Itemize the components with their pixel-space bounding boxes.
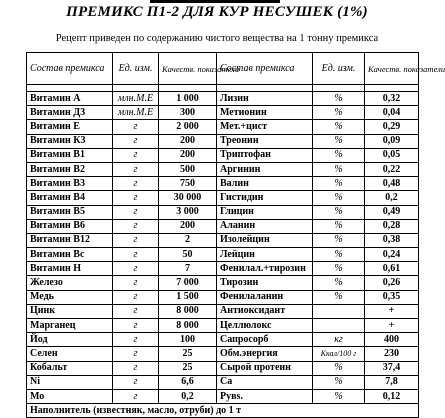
indicator-name: Фенилал.+тирозин	[217, 262, 313, 276]
indicator-unit: %	[313, 290, 365, 304]
footer-row	[27, 404, 419, 418]
ingredient-amount: 8 000	[159, 319, 217, 333]
ingredient-unit: г	[113, 134, 159, 148]
indicator-value: 400	[365, 333, 419, 347]
table-row	[27, 134, 419, 148]
indicator-name: Са	[217, 375, 313, 389]
ingredient-unit: г	[113, 276, 159, 290]
table-row	[27, 205, 419, 219]
indicator-value: +	[365, 304, 419, 318]
ingredient-amount: 200	[159, 219, 217, 233]
indicator-name: Гистидин	[217, 191, 313, 205]
ingredient-amount: 8 000	[159, 304, 217, 318]
ingredient-name: Витамин В2	[27, 162, 113, 176]
ingredient-amount: 7	[159, 262, 217, 276]
indicator-name: Тирозин	[217, 276, 313, 290]
ingredient-name: Витамин Н	[27, 262, 113, 276]
indicator-unit: %	[313, 361, 365, 375]
table-row	[27, 304, 419, 318]
indicator-name: Метионин	[217, 106, 313, 120]
ingredient-unit: г	[113, 205, 159, 219]
header-unit-left: Ед. изм.	[113, 53, 159, 85]
ingredient-name: Витамин В1	[27, 148, 113, 162]
indicator-value: 0,38	[365, 233, 419, 247]
spacer-row	[27, 85, 419, 92]
indicator-name: Мет.+цист	[217, 120, 313, 134]
ingredient-amount: 25	[159, 347, 217, 361]
table-row	[27, 262, 419, 276]
ingredient-name: Витамин В12	[27, 233, 113, 247]
table-row	[27, 191, 419, 205]
ingredient-amount: 1 500	[159, 290, 217, 304]
table-row	[27, 233, 419, 247]
indicator-unit	[313, 304, 365, 318]
indicator-unit: %	[313, 120, 365, 134]
indicator-unit: %	[313, 148, 365, 162]
ingredient-name: Ni	[27, 375, 113, 389]
indicator-unit: %	[313, 162, 365, 176]
ingredient-name: Цинк	[27, 304, 113, 318]
ingredient-name: Селен	[27, 347, 113, 361]
indicator-value: 0,49	[365, 205, 419, 219]
table-row	[27, 92, 419, 106]
indicator-name: Триптофан	[217, 148, 313, 162]
indicator-value: 0,2	[365, 191, 419, 205]
indicator-value: 0,32	[365, 92, 419, 106]
ingredient-amount: 100	[159, 333, 217, 347]
indicator-unit: %	[313, 191, 365, 205]
header-unit-right: Ед. изм.	[313, 53, 365, 85]
indicator-name: Сапросорб	[217, 333, 313, 347]
spacer-cell	[217, 85, 313, 92]
ingredient-amount: 1 000	[159, 92, 217, 106]
indicator-unit: кг	[313, 333, 365, 347]
indicator-name: Рувs.	[217, 389, 313, 403]
ingredient-amount: 200	[159, 134, 217, 148]
filler-note: Наполнитель (известняк, масло, отруби) до 1 т	[27, 404, 419, 418]
ingredient-unit: г	[113, 233, 159, 247]
indicator-value: 0,29	[365, 120, 419, 134]
table-row	[27, 162, 419, 176]
header-composition-right: Состав премикса	[217, 53, 313, 85]
indicator-unit: %	[313, 205, 365, 219]
indicator-value: 37,4	[365, 361, 419, 375]
indicator-name: Сырой протеин	[217, 361, 313, 375]
indicator-value: 0,28	[365, 219, 419, 233]
indicator-value: 0,12	[365, 389, 419, 403]
table-row	[27, 276, 419, 290]
ingredient-unit: млн.М.Е	[113, 92, 159, 106]
page-title: ПРЕМИКС П1-2 ДЛЯ КУР НЕСУШЕК (1%)	[66, 4, 368, 20]
ingredient-amount: 30 000	[159, 191, 217, 205]
ingredient-amount: 200	[159, 148, 217, 162]
ingredient-amount: 300	[159, 106, 217, 120]
ingredient-unit: г	[113, 375, 159, 389]
ingredient-amount: 3 000	[159, 205, 217, 219]
ingredient-unit: г	[113, 148, 159, 162]
ingredient-name: Витамин Вс	[27, 248, 113, 262]
ingredient-unit: г	[113, 120, 159, 134]
indicator-name: Целлюлокс	[217, 319, 313, 333]
indicator-name: Обм.энергия	[217, 347, 313, 361]
ingredient-name: Витамин В5	[27, 205, 113, 219]
indicator-value: 0,35	[365, 290, 419, 304]
indicator-name: Аланин	[217, 219, 313, 233]
ingredient-amount: 6,6	[159, 375, 217, 389]
ingredient-unit: г	[113, 319, 159, 333]
ingredient-unit: г	[113, 262, 159, 276]
indicator-value: 0,04	[365, 106, 419, 120]
indicator-name: Фенилаланин	[217, 290, 313, 304]
spacer-cell	[313, 85, 365, 92]
ingredient-name: Витамин В4	[27, 191, 113, 205]
ingredient-unit: г	[113, 347, 159, 361]
ingredient-amount: 50	[159, 248, 217, 262]
indicator-value: 0,61	[365, 262, 419, 276]
ingredient-name: Витамин А	[27, 92, 113, 106]
table-row	[27, 375, 419, 389]
table-header-row	[27, 53, 419, 85]
indicator-value: 7,8	[365, 375, 419, 389]
indicator-value: 0,09	[365, 134, 419, 148]
spacer-cell	[365, 85, 419, 92]
spacer-cell	[27, 85, 113, 92]
indicator-unit: %	[313, 389, 365, 403]
indicator-name: Изолейцин	[217, 233, 313, 247]
indicator-unit: %	[313, 134, 365, 148]
ingredient-name: Марганец	[27, 319, 113, 333]
indicator-unit: %	[313, 248, 365, 262]
ingredient-amount: 0,2	[159, 389, 217, 403]
indicator-value: 0,05	[365, 148, 419, 162]
ingredient-unit: г	[113, 389, 159, 403]
premix-table	[26, 52, 445, 418]
top-edge-mark	[150, 0, 280, 3]
ingredient-unit: г	[113, 290, 159, 304]
page-subtitle: Рецепт приведен по содержанию чистого вещества на 1 тонну премикса	[55, 33, 379, 44]
table-row	[27, 333, 419, 347]
indicator-unit: %	[313, 233, 365, 247]
ingredient-name: Витамин Е	[27, 120, 113, 134]
header-composition-left: Состав премикса	[27, 53, 113, 85]
table-row	[27, 177, 419, 191]
ingredient-name: Витамин В6	[27, 219, 113, 233]
ingredient-unit: г	[113, 333, 159, 347]
indicator-unit: %	[313, 276, 365, 290]
ingredient-amount: 500	[159, 162, 217, 176]
table-row	[27, 361, 419, 375]
table-row	[27, 148, 419, 162]
ingredient-unit: г	[113, 361, 159, 375]
table-row	[27, 106, 419, 120]
ingredient-name: Йод	[27, 333, 113, 347]
indicator-unit: %	[313, 177, 365, 191]
table-row	[27, 347, 419, 361]
spacer-cell	[113, 85, 159, 92]
table-row	[27, 389, 419, 403]
ingredient-name: Кобальт	[27, 361, 113, 375]
ingredient-name: Витамин К3	[27, 134, 113, 148]
ingredient-unit: г	[113, 191, 159, 205]
header-quality-right: Качеств. показатели	[365, 53, 419, 85]
indicator-name: Лизин	[217, 92, 313, 106]
indicator-value: +	[365, 319, 419, 333]
indicator-value: 0,22	[365, 162, 419, 176]
indicator-name: Треонин	[217, 134, 313, 148]
indicator-name: Аргинин	[217, 162, 313, 176]
indicator-name: Лейцин	[217, 248, 313, 262]
ingredient-unit: г	[113, 177, 159, 191]
indicator-name: Валин	[217, 177, 313, 191]
ingredient-amount: 2	[159, 233, 217, 247]
ingredient-amount: 750	[159, 177, 217, 191]
ingredient-name: Железо	[27, 276, 113, 290]
table-row	[27, 120, 419, 134]
ingredient-unit: г	[113, 304, 159, 318]
indicator-unit: %	[313, 375, 365, 389]
ingredient-name: Витамин Д3	[27, 106, 113, 120]
ingredient-amount: 2 000	[159, 120, 217, 134]
table-row	[27, 219, 419, 233]
indicator-unit	[313, 319, 365, 333]
indicator-value: 230	[365, 347, 419, 361]
indicator-unit: Ккал/100 г	[313, 347, 365, 361]
indicator-unit: %	[313, 262, 365, 276]
ingredient-unit: г	[113, 248, 159, 262]
indicator-name: Глицин	[217, 205, 313, 219]
indicator-value: 0,24	[365, 248, 419, 262]
indicator-name: Антиоксидант	[217, 304, 313, 318]
ingredient-amount: 25	[159, 361, 217, 375]
spacer-cell	[159, 85, 217, 92]
ingredient-unit: млн.М.Е	[113, 106, 159, 120]
ingredient-name: Медь	[27, 290, 113, 304]
indicator-value: 0,26	[365, 276, 419, 290]
table-row	[27, 319, 419, 333]
ingredient-unit: г	[113, 162, 159, 176]
indicator-unit: %	[313, 92, 365, 106]
table-row	[27, 248, 419, 262]
indicator-unit: %	[313, 219, 365, 233]
ingredient-name: Мо	[27, 389, 113, 403]
table-row	[27, 290, 419, 304]
indicator-unit: %	[313, 106, 365, 120]
ingredient-amount: 7 000	[159, 276, 217, 290]
ingredient-unit: г	[113, 219, 159, 233]
header-quality-left: Качеств. показатели	[159, 53, 217, 85]
ingredient-name: Витамин В3	[27, 177, 113, 191]
indicator-value: 0,48	[365, 177, 419, 191]
